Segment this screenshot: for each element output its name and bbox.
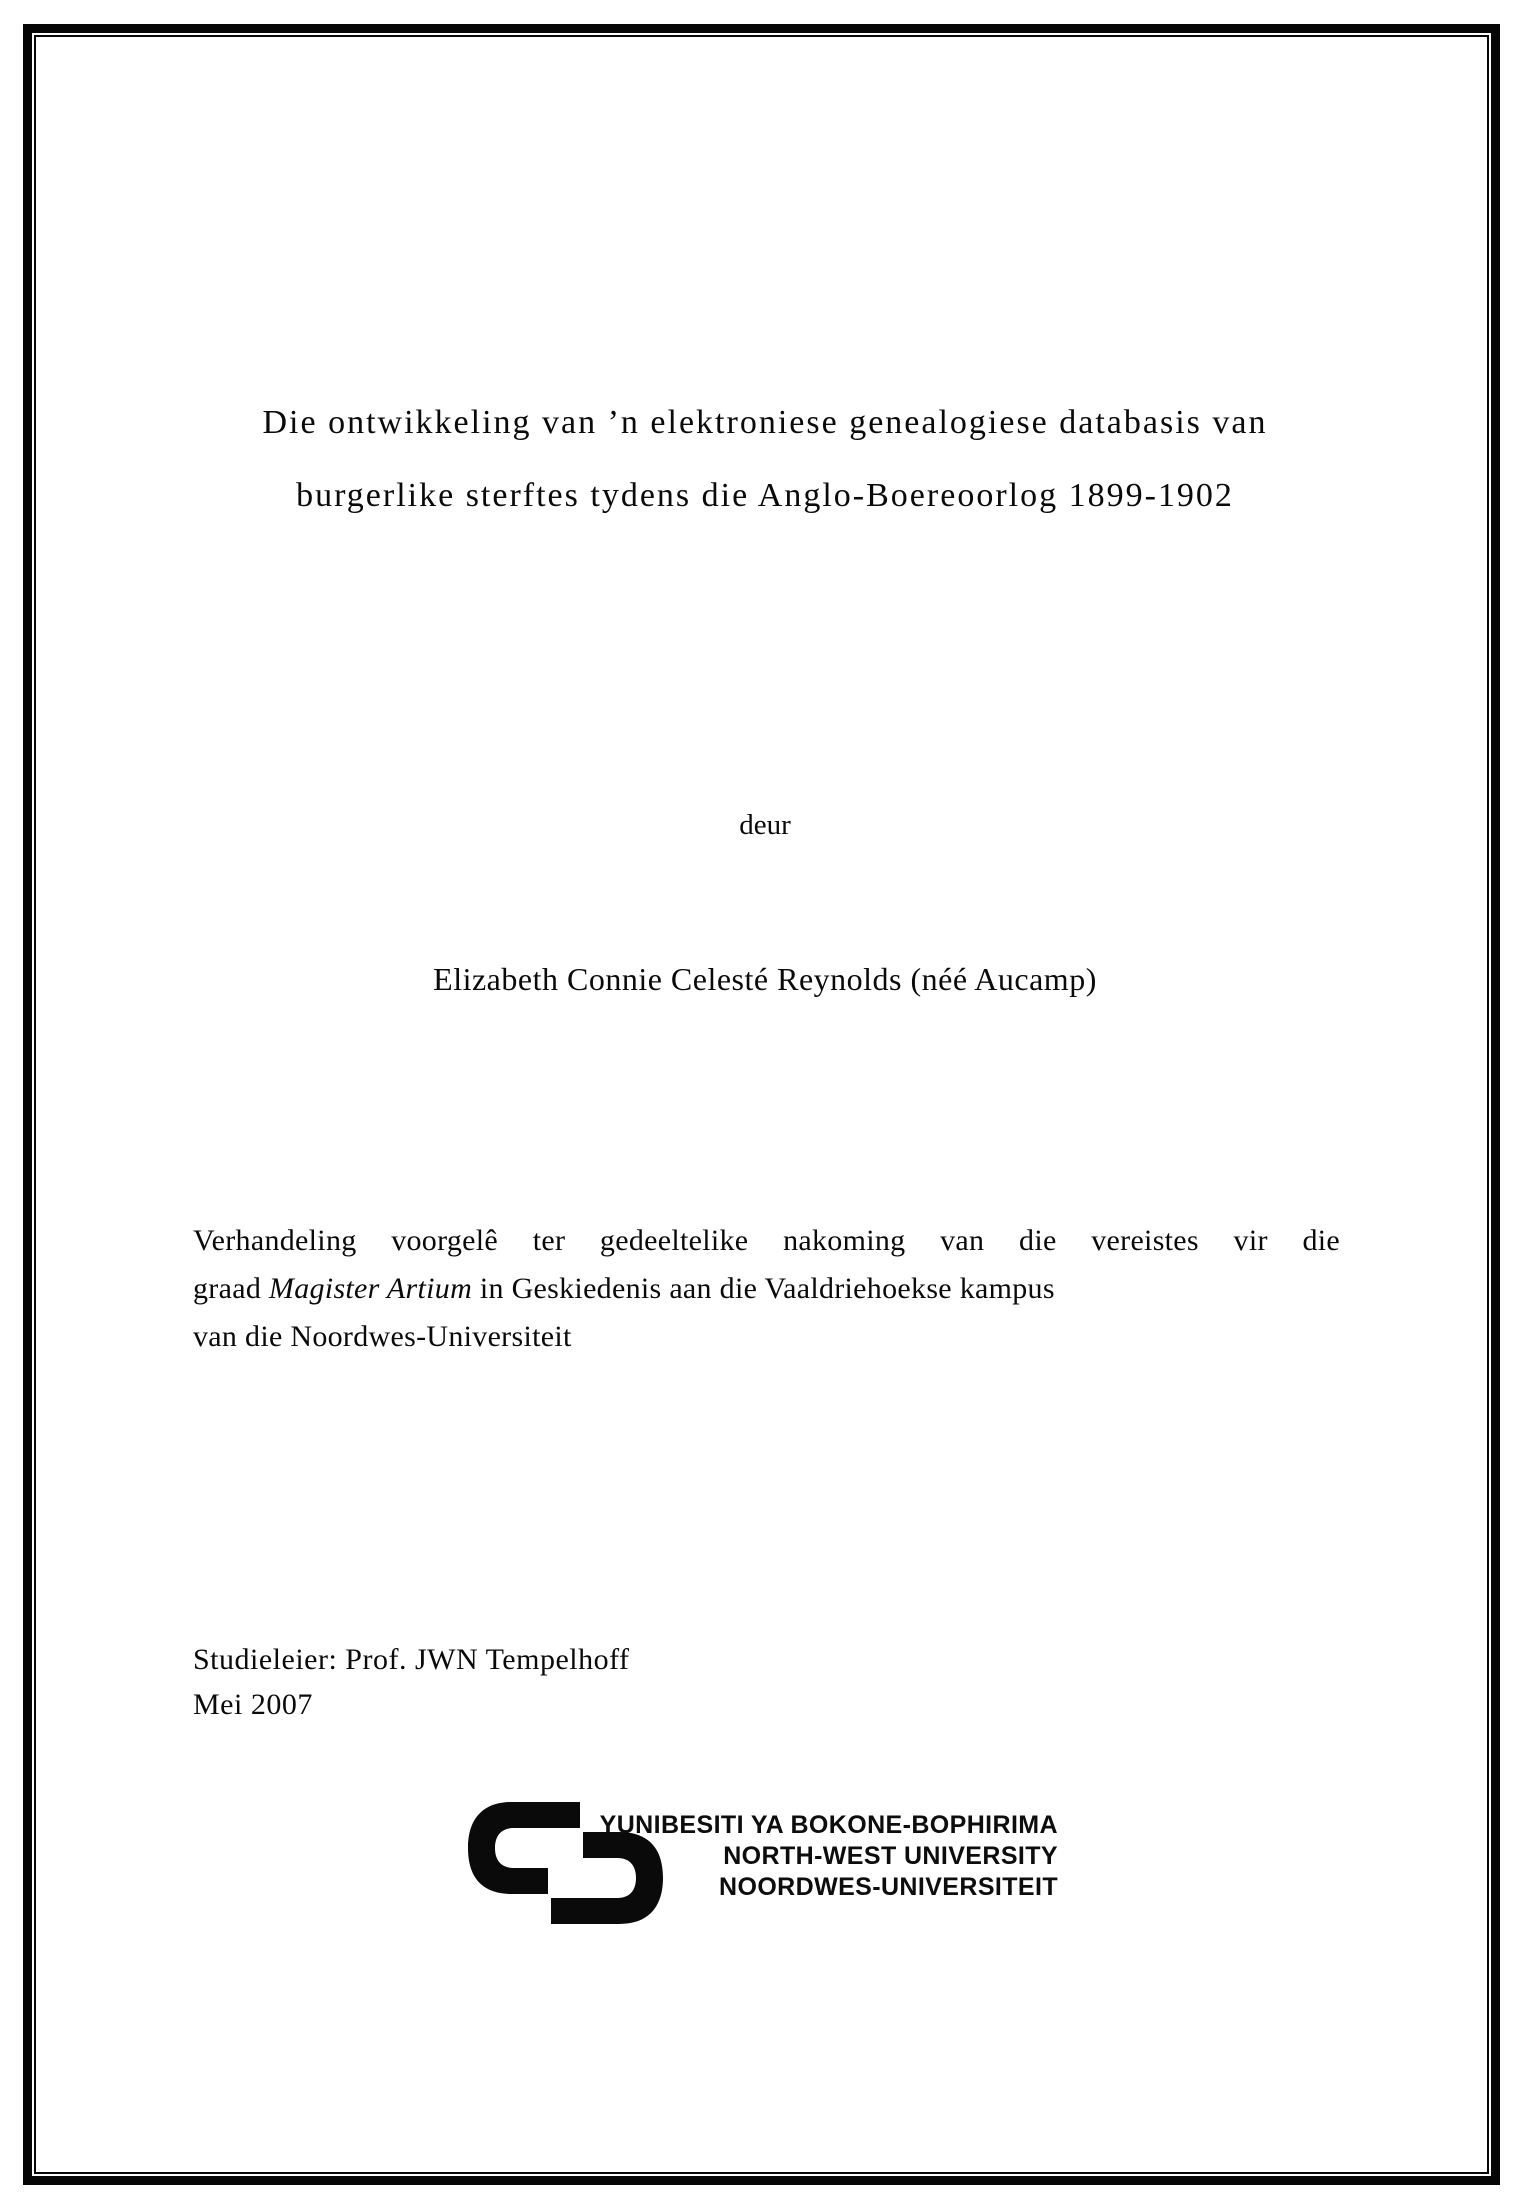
logo-line-afrikaans: NOORDWES-UNIVERSITEIT xyxy=(719,1873,1058,1901)
statement-line-2-suffix: in Geskiedenis aan die Vaaldriehoekse kampus xyxy=(472,1272,1055,1305)
statement-line-2 xyxy=(193,1265,1340,1313)
author-name: Elizabeth Connie Celesté Reynolds (néé Aucamp) xyxy=(433,961,1097,997)
thesis-title xyxy=(160,386,1370,532)
thesis-title-line-1: Die ontwikkeling van ’n elektroniese genealogiese databasis van xyxy=(262,404,1268,441)
byline-deur: deur xyxy=(739,809,791,841)
statement-line-2-prefix: graad xyxy=(193,1272,269,1305)
degree-name-italic: Magister Artium xyxy=(268,1272,473,1305)
statement-line-3: van die Noordwes-Universiteit xyxy=(193,1320,572,1353)
nwu-logo-wordmark xyxy=(600,1810,1058,1903)
logo-line-setswana: YUNIBESITI YA BOKONE-BOPHIRIMA xyxy=(599,1811,1058,1839)
statement-line-1: Verhandeling voorgelê ter gedeeltelike nakoming van die vereistes vir die xyxy=(193,1224,1340,1257)
date-line: Mei 2007 xyxy=(193,1688,313,1721)
supervisor-block xyxy=(193,1637,1093,1727)
logo-line-english: NORTH-WEST UNIVERSITY xyxy=(723,1842,1058,1870)
chain-link-upper xyxy=(468,1802,580,1894)
supervisor-line: Studieleier: Prof. JWN Tempelhoff xyxy=(193,1643,630,1676)
thesis-statement xyxy=(193,1217,1340,1361)
thesis-title-line-2: burgerlike sterftes tydens die Anglo-Boereoorlog 1899-1902 xyxy=(296,477,1234,514)
